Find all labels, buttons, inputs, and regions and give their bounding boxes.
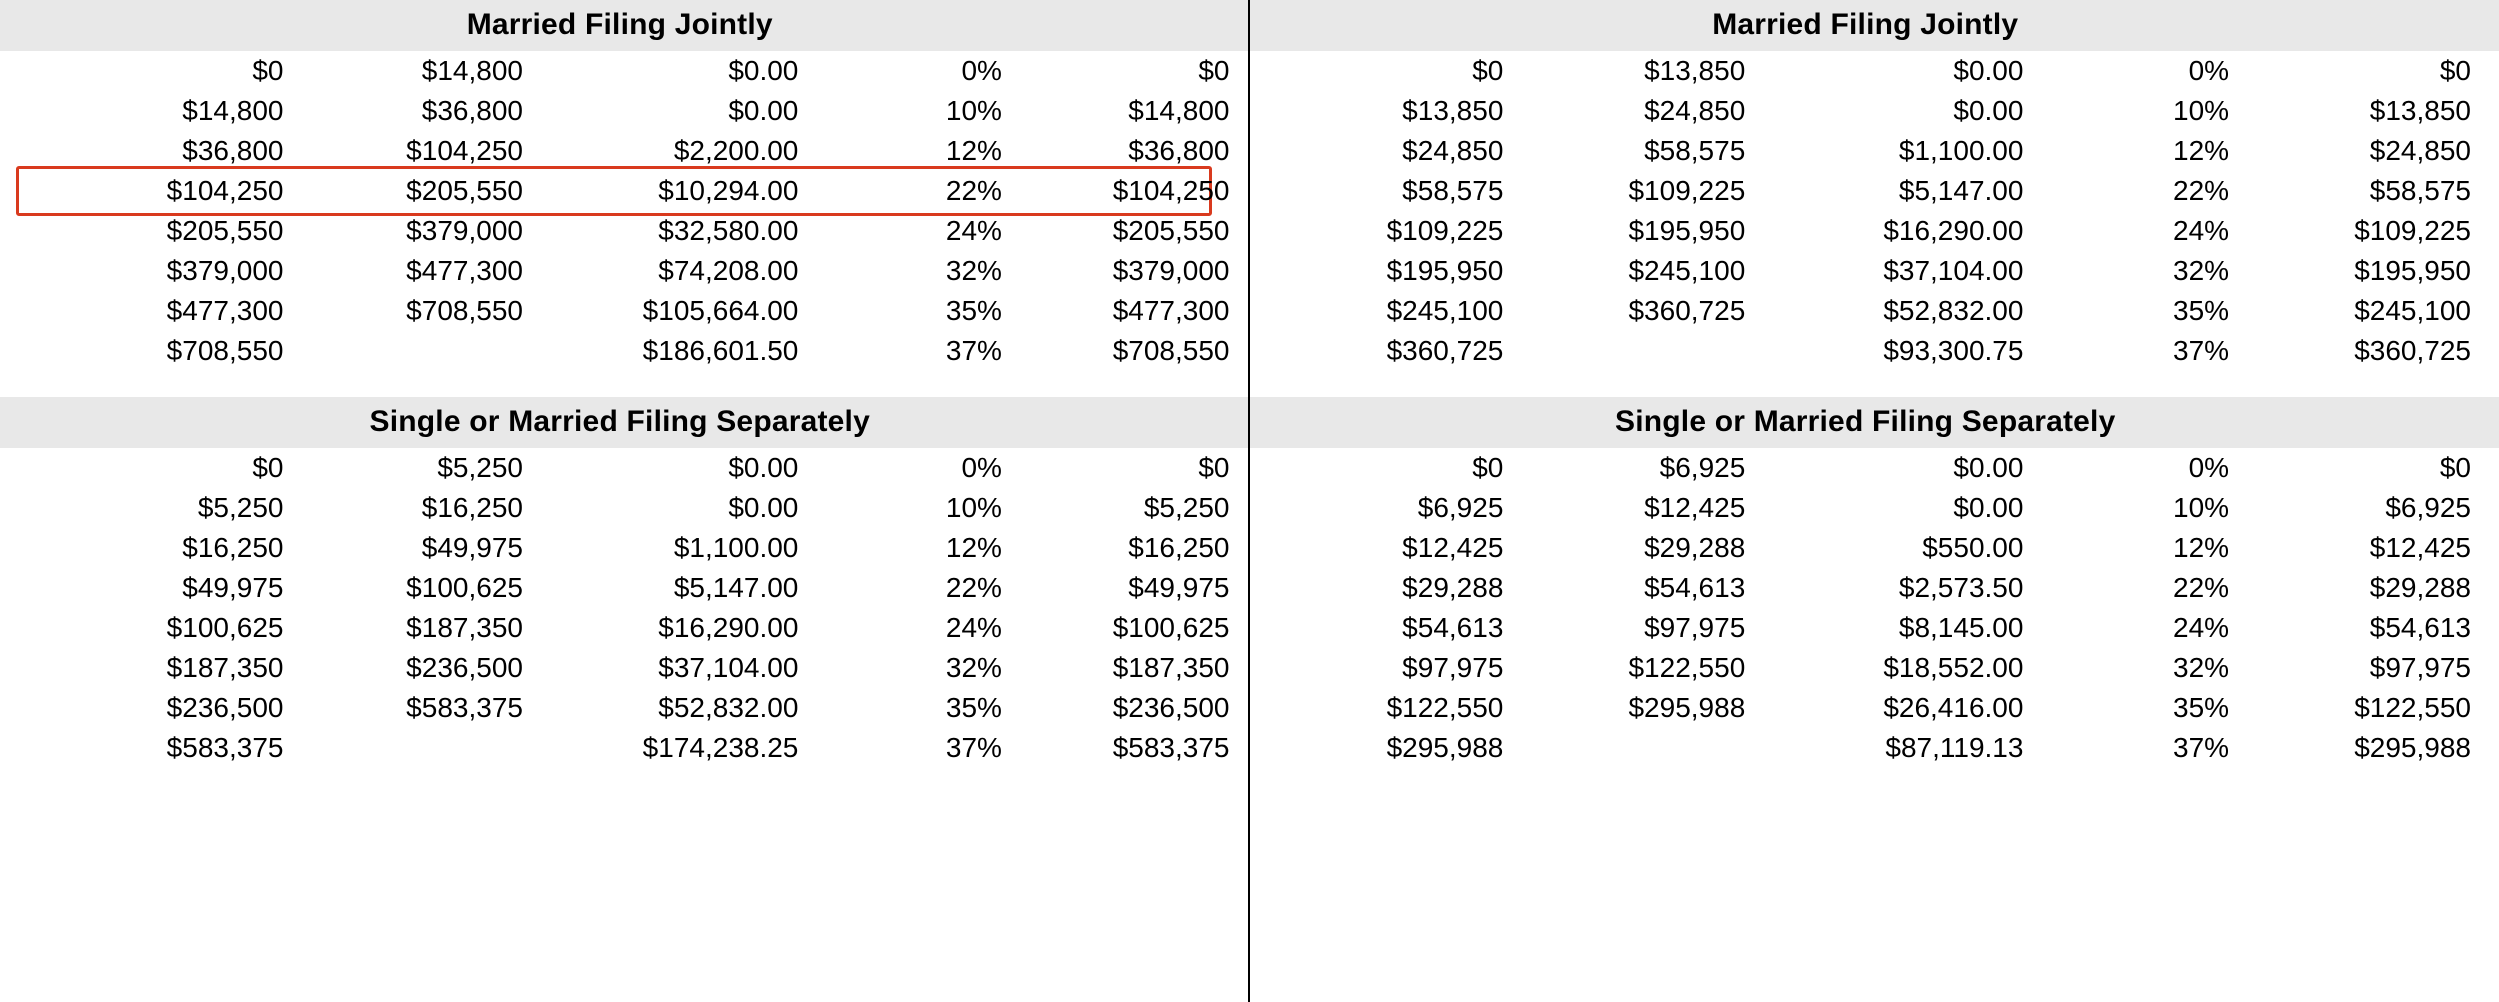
cell-range-end: $122,550 [1628,652,1746,683]
cell-excess-over: $0 [1198,452,1230,483]
cell-base-amount: $2,200.00 [673,135,799,166]
cell-base-amount: $10,294.00 [658,175,799,206]
cell-rate: 0% [961,452,1002,483]
cell-rate: 0% [2188,452,2230,483]
cell-excess-over: $49,975 [1128,572,1230,603]
table-row [1280,528,2490,568]
cell-rate: 32% [2173,255,2230,286]
cell-range-end: $360,725 [1628,295,1746,326]
cell-range-end: $477,300 [406,255,523,286]
cell-excess-over: $58,575 [2369,175,2471,206]
table-row [1280,568,2490,608]
cell-base-amount: $0.00 [728,452,799,483]
table-row [40,331,1238,371]
cell-rate: 10% [2173,95,2230,126]
cell-excess-over: $97,975 [2369,652,2471,683]
cell-base-amount: $74,208.00 [658,255,799,286]
cell-range-start: $583,375 [166,732,284,763]
cell-range-end: $583,375 [406,692,523,723]
cell-range-end [1521,331,1763,371]
table-row [40,728,1238,768]
cell-excess-over: $187,350 [1112,652,1230,683]
cell-range-start: $13,850 [1402,95,1504,126]
cell-rate: 35% [2173,295,2230,326]
cell-excess-over: $24,850 [2369,135,2471,166]
cell-range-end: $5,250 [437,452,523,483]
cell-rate: 37% [945,732,1002,763]
cell-rate: 22% [945,572,1002,603]
table-row [1280,648,2490,688]
table-row [1280,448,2490,488]
cell-range-start: $104,250 [40,171,291,211]
cell-range-end: $100,625 [406,572,523,603]
table-row [40,291,1238,331]
cell-range-start: $477,300 [166,295,284,326]
cell-base-amount: $5,147.00 [673,572,799,603]
cell-rate: 24% [2173,215,2230,246]
cell-base-amount: $1,100.00 [673,532,799,563]
cell-base-amount: $0.00 [728,492,799,523]
cell-range-start: $54,613 [1402,612,1504,643]
pane-right [1250,0,2499,1002]
section-married-filing-jointly [1250,0,2499,371]
cell-range-start: $6,925 [1417,492,1504,523]
cell-range-end: $14,800 [421,55,523,86]
cell-rate: 35% [2173,692,2230,723]
cell-range-start: $195,950 [1386,255,1504,286]
table-row [40,608,1238,648]
bracket-table-wrap [0,448,1248,768]
table-row [40,568,1238,608]
table-row [40,688,1238,728]
cell-rate: 12% [2173,135,2230,166]
cell-base-amount: $0.00 [1953,492,2024,523]
table-row [1280,291,2490,331]
table-row [1280,608,2490,648]
table-row [1280,251,2490,291]
cell-range-end: $6,925 [1659,452,1746,483]
cell-base-amount: $0.00 [1953,55,2024,86]
bottom-gap [0,768,1248,808]
cell-range-start: $109,225 [1386,215,1504,246]
table-row [1280,91,2490,131]
cell-range-end: $708,550 [406,295,523,326]
cell-range-start: $236,500 [166,692,284,723]
section-title: Married Filing Jointly [1250,0,2499,51]
bracket-table [1280,51,2490,371]
cell-base-amount: $186,601.50 [642,335,799,366]
cell-range-end: $58,575 [1644,135,1746,166]
cell-rate: 32% [945,255,1002,286]
cell-base-amount: $37,104.00 [1883,255,2024,286]
cell-rate: 24% [945,215,1002,246]
cell-range-end: $245,100 [1628,255,1746,286]
cell-range-end: $16,250 [421,492,523,523]
cell-range-end [291,331,531,371]
cell-base-amount: $93,300.75 [1883,335,2024,366]
cell-range-start: $0 [1472,55,1504,86]
cell-excess-over: $36,800 [1128,135,1230,166]
cell-range-start: $5,250 [197,492,284,523]
cell-base-amount: $5,147.00 [1898,175,2024,206]
cell-excess-over: $54,613 [2369,612,2471,643]
cell-range-start: $29,288 [1402,572,1504,603]
cell-excess-over: $14,800 [1128,95,1230,126]
section-single-or-married-filing-separately [1250,397,2499,768]
cell-rate: 0% [961,55,1002,86]
cell-base-amount: $26,416.00 [1883,692,2024,723]
table-row [1280,488,2490,528]
cell-range-end [1521,728,1763,768]
cell-range-end: $205,550 [406,175,523,206]
bracket-table [1280,448,2490,768]
cell-base-amount: $0.00 [728,95,799,126]
cell-base-amount: $52,832.00 [658,692,799,723]
cell-excess-over: $0 [2439,452,2471,483]
cell-base-amount: $32,580.00 [658,215,799,246]
cell-base-amount: $174,238.25 [642,732,799,763]
cell-excess-over: $100,625 [1112,612,1230,643]
cell-excess-over: $0 [1198,55,1230,86]
cell-range-end: $12,425 [1644,492,1746,523]
cell-range-start: $100,625 [166,612,284,643]
cell-excess-over: $583,375 [1112,732,1230,763]
cell-range-start: $16,250 [182,532,284,563]
cell-base-amount: $105,664.00 [642,295,799,326]
section-single-or-married-filing-separately [0,397,1248,768]
cell-range-start: $379,000 [166,255,284,286]
cell-range-start: $97,975 [1402,652,1504,683]
cell-range-end: $236,500 [406,652,523,683]
cell-excess-over: $236,500 [1112,692,1230,723]
cell-base-amount: $8,145.00 [1898,612,2024,643]
table-row [40,131,1238,171]
cell-range-start: $36,800 [182,135,284,166]
cell-rate: 22% [2173,175,2230,206]
cell-base-amount: $52,832.00 [1883,295,2024,326]
table-row [1280,211,2490,251]
cell-excess-over: $122,550 [2354,692,2471,723]
cell-range-start: $58,575 [1402,175,1504,206]
cell-base-amount: $0.00 [728,55,799,86]
cell-excess-over: $13,850 [2369,95,2471,126]
cell-range-start: $205,550 [166,215,284,246]
cell-rate: 37% [2173,335,2230,366]
cell-base-amount: $16,290.00 [1883,215,2024,246]
table-row [40,648,1238,688]
cell-rate: 12% [945,532,1002,563]
table-row [1280,728,2490,768]
cell-base-amount: $0.00 [1953,95,2024,126]
bracket-table-wrap [1250,448,2499,768]
cell-range-start: $0 [252,55,284,86]
cell-excess-over: $12,425 [2369,532,2471,563]
cell-range-end: $29,288 [1644,532,1746,563]
cell-rate: 32% [945,652,1002,683]
cell-base-amount: $0.00 [1953,452,2024,483]
section-title: Single or Married Filing Separately [1250,397,2499,448]
bracket-table-wrap [0,51,1248,371]
cell-rate: 12% [945,135,1002,166]
cell-excess-over: $0 [2439,55,2471,86]
cell-range-start: $295,988 [1386,732,1504,763]
table-row [40,91,1238,131]
cell-excess-over: $6,925 [2385,492,2471,523]
bracket-table [40,51,1238,371]
section-title: Single or Married Filing Separately [0,397,1248,448]
table-row [40,251,1238,291]
table-row [1280,131,2490,171]
cell-excess-over: $104,250 [1112,175,1230,206]
cell-rate: 22% [945,175,1002,206]
cell-range-start: $12,425 [1402,532,1504,563]
cell-range-end: $379,000 [406,215,523,246]
cell-rate: 0% [2188,55,2230,86]
cell-range-start: $245,100 [1386,295,1504,326]
table-row-highlighted [40,171,1238,211]
cell-excess-over: $205,550 [1112,215,1230,246]
cell-rate: 24% [945,612,1002,643]
cell-range-end [291,728,531,768]
cell-range-end: $36,800 [421,95,523,126]
cell-range-start: $24,850 [1402,135,1504,166]
cell-rate: 35% [945,692,1002,723]
table-row [40,528,1238,568]
cell-base-amount: $87,119.13 [1885,732,2024,763]
cell-range-start: $0 [252,452,284,483]
cell-base-amount: $1,100.00 [1898,135,2024,166]
cell-excess-over: $295,988 [2354,732,2471,763]
section-title: Married Filing Jointly [0,0,1248,51]
cell-rate: 22% [2173,572,2230,603]
cell-excess-over: $109,225 [2354,215,2471,246]
bracket-table-wrap [1250,51,2499,371]
cell-rate: 12% [2173,532,2230,563]
cell-excess-over: $29,288 [2369,572,2471,603]
cell-excess-over: $708,550 [1112,335,1230,366]
table-row [1280,688,2490,728]
cell-excess-over: $245,100 [2354,295,2471,326]
cell-rate: 10% [945,95,1002,126]
bracket-table [40,448,1238,768]
cell-range-end: $187,350 [406,612,523,643]
cell-range-end: $109,225 [1628,175,1746,206]
section-married-filing-jointly [0,0,1248,371]
cell-range-end: $195,950 [1628,215,1746,246]
cell-base-amount: $18,552.00 [1883,652,2024,683]
cell-range-end: $104,250 [406,135,523,166]
cell-excess-over: $360,725 [2354,335,2471,366]
cell-rate: 24% [2173,612,2230,643]
table-row [40,488,1238,528]
cell-range-end: $24,850 [1644,95,1746,126]
section-spacer [1250,371,2499,397]
cell-range-start: $49,975 [182,572,284,603]
cell-excess-over: $477,300 [1112,295,1230,326]
table-row [40,448,1238,488]
table-row [1280,51,2490,91]
cell-range-end: $54,613 [1644,572,1746,603]
table-row [40,211,1238,251]
cell-base-amount: $37,104.00 [658,652,799,683]
cell-rate: 37% [2173,732,2230,763]
cell-range-start: $360,725 [1386,335,1504,366]
table-row [1280,171,2490,211]
cell-excess-over: $16,250 [1128,532,1230,563]
cell-rate: 10% [2173,492,2230,523]
cell-range-end: $13,850 [1644,55,1746,86]
cell-rate: 37% [945,335,1002,366]
section-spacer [0,371,1248,397]
cell-base-amount: $550.00 [1922,532,2024,563]
cell-rate: 32% [2173,652,2230,683]
cell-excess-over: $5,250 [1143,492,1230,523]
table-row [1280,331,2490,371]
cell-range-start: $122,550 [1386,692,1504,723]
cell-base-amount: $2,573.50 [1898,572,2024,603]
bottom-gap [1250,768,2499,808]
cell-range-start: $708,550 [166,335,284,366]
cell-range-end: $295,988 [1628,692,1746,723]
cell-range-start: $0 [1472,452,1504,483]
cell-rate: 10% [945,492,1002,523]
cell-range-end: $97,975 [1644,612,1746,643]
cell-range-start: $187,350 [166,652,284,683]
cell-range-start: $14,800 [182,95,284,126]
cell-excess-over: $195,950 [2354,255,2471,286]
table-row [40,51,1238,91]
cell-base-amount: $16,290.00 [658,612,799,643]
cell-range-end: $49,975 [421,532,523,563]
cell-rate: 35% [945,295,1002,326]
cell-excess-over: $379,000 [1112,255,1230,286]
